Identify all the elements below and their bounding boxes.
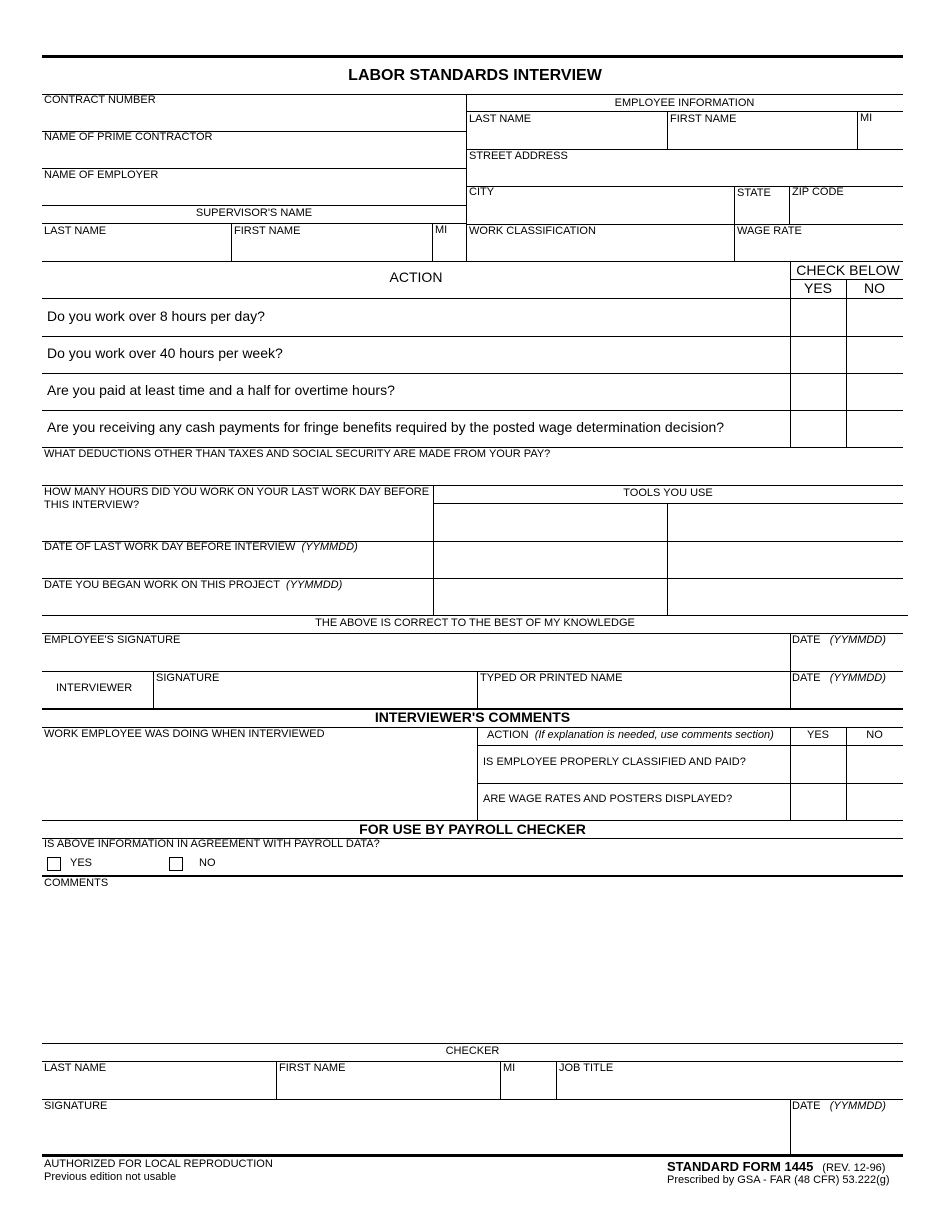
rule xyxy=(42,615,908,616)
bottom-rule xyxy=(42,1154,903,1157)
comments-yes-heading: YES xyxy=(806,729,829,741)
state-label: STATE xyxy=(737,187,771,199)
wage-rate-label: WAGE RATE xyxy=(737,225,802,237)
contract-number-field[interactable] xyxy=(44,108,462,130)
checker-job-title-label: JOB TITLE xyxy=(559,1062,614,1074)
work-doing-label: WORK EMPLOYEE WAS DOING WHEN INTERVIEWED xyxy=(44,728,325,740)
top-rule xyxy=(42,55,903,58)
rule xyxy=(433,503,903,504)
checker-signature-field[interactable] xyxy=(44,1118,787,1152)
employee-date-label xyxy=(792,634,886,647)
last-work-day-field[interactable] xyxy=(44,556,430,577)
rule xyxy=(477,783,903,784)
header-divider xyxy=(466,94,467,262)
tool-field-3[interactable] xyxy=(436,546,664,576)
posters-no-cell[interactable] xyxy=(867,795,881,809)
checker-date-label xyxy=(792,1100,886,1113)
rule xyxy=(42,1061,903,1062)
classified-no-cell[interactable] xyxy=(867,757,881,771)
last-work-day-label xyxy=(44,541,358,554)
employee-info-heading: EMPLOYEE INFORMATION xyxy=(614,97,755,109)
checker-first-name-field[interactable] xyxy=(279,1077,497,1098)
typed-name-field[interactable] xyxy=(480,686,787,707)
rule xyxy=(42,298,903,299)
check-below-heading: CHECK BELOW xyxy=(796,262,900,278)
last-work-day-format: (YYMMDD) xyxy=(301,541,358,553)
began-work-field[interactable] xyxy=(44,594,430,614)
payroll-comments-label: COMMENTS xyxy=(44,877,109,889)
employer-field[interactable] xyxy=(44,183,462,204)
form-revision: (REV. 12-96) xyxy=(822,1162,886,1174)
yes-heading: YES xyxy=(803,280,832,296)
street-address-label: STREET ADDRESS xyxy=(469,150,568,162)
zip-code-label: ZIP CODE xyxy=(792,186,844,198)
rule xyxy=(667,503,668,615)
classified-yes-cell[interactable] xyxy=(811,757,825,771)
rule xyxy=(500,1061,501,1099)
q3-no-cell[interactable] xyxy=(867,384,881,398)
rule xyxy=(433,485,434,615)
rule xyxy=(42,1043,903,1044)
deductions-label: WHAT DEDUCTIONS OTHER THAN TAXES AND SOCIAL SECURITY ARE MADE FROM YOUR PAY? xyxy=(44,448,551,460)
interviewer-label: INTERVIEWER xyxy=(56,682,133,694)
question-40-hours: Do you work over 40 hours per week? xyxy=(47,345,283,361)
payroll-no-checkbox[interactable] xyxy=(169,857,183,871)
rule xyxy=(477,745,903,746)
prime-contractor-label: NAME OF PRIME CONTRACTOR xyxy=(44,131,213,143)
comments-action-note: (If explanation is needed, use comments section) xyxy=(534,729,774,741)
employee-signature-label: EMPLOYEE'S SIGNATURE xyxy=(44,634,181,646)
hours-question-line1: HOW MANY HOURS DID YOU WORK ON YOUR LAST WORK DAY BEFORE xyxy=(44,486,430,498)
rule xyxy=(857,111,858,149)
q4-no-cell[interactable] xyxy=(867,421,881,435)
began-work-label xyxy=(44,579,342,592)
q1-no-cell[interactable] xyxy=(867,310,881,324)
rule xyxy=(42,223,466,224)
employee-mi-field[interactable] xyxy=(860,127,902,148)
checker-last-name-label: LAST NAME xyxy=(44,1062,107,1074)
rule xyxy=(432,223,433,262)
deductions-field[interactable] xyxy=(44,463,901,484)
authorized-reproduction: AUTHORIZED FOR LOCAL REPRODUCTION xyxy=(44,1158,273,1170)
employee-last-name-label: LAST NAME xyxy=(469,113,532,125)
comments-action-text: ACTION xyxy=(487,729,529,741)
rule xyxy=(667,111,668,149)
rule xyxy=(42,94,903,95)
checker-date-field[interactable] xyxy=(792,1118,902,1152)
began-work-format: (YYMMDD) xyxy=(286,579,343,591)
supervisor-first-name-label: FIRST NAME xyxy=(234,225,301,237)
supervisor-last-name-label: LAST NAME xyxy=(44,225,107,237)
checker-mi-label: MI xyxy=(503,1062,516,1074)
q2-no-cell[interactable] xyxy=(867,347,881,361)
interviewer-date-text: DATE xyxy=(792,672,821,684)
employee-last-name-field[interactable] xyxy=(469,127,664,148)
rule xyxy=(42,875,903,877)
q3-yes-cell[interactable] xyxy=(811,384,825,398)
employee-date-field[interactable] xyxy=(792,648,902,670)
rule xyxy=(153,671,154,708)
comments-action-label xyxy=(487,729,774,742)
certification-text: THE ABOVE IS CORRECT TO THE BEST OF MY KNOWLEDGE xyxy=(315,617,635,629)
interviewer-date-field[interactable] xyxy=(792,686,902,707)
rule xyxy=(789,186,790,224)
rule xyxy=(42,205,466,206)
payroll-no-label: NO xyxy=(199,857,216,869)
checker-mi-field[interactable] xyxy=(503,1077,553,1098)
rule xyxy=(790,1099,791,1155)
employer-label: NAME OF EMPLOYER xyxy=(44,169,159,181)
previous-edition: Previous edition not usable xyxy=(44,1171,177,1183)
hours-worked-field[interactable] xyxy=(44,516,430,538)
form-title: LABOR STANDARDS INTERVIEW xyxy=(348,67,602,84)
posters-question: ARE WAGE RATES AND POSTERS DISPLAYED? xyxy=(483,793,733,805)
interviewer-date-label xyxy=(792,672,886,685)
began-work-text: DATE YOU BEGAN WORK ON THIS PROJECT xyxy=(44,579,280,591)
employee-signature-field[interactable] xyxy=(44,648,787,670)
posters-yes-cell[interactable] xyxy=(811,795,825,809)
payroll-yes-checkbox[interactable] xyxy=(47,857,61,871)
typed-name-label: TYPED OR PRINTED NAME xyxy=(480,672,623,684)
no-heading: NO xyxy=(864,280,885,296)
employee-first-name-label: FIRST NAME xyxy=(670,113,737,125)
last-work-day-text: DATE OF LAST WORK DAY BEFORE INTERVIEW xyxy=(44,541,296,553)
employee-mi-label: MI xyxy=(860,112,873,124)
city-field[interactable] xyxy=(469,202,731,223)
wage-rate-field[interactable] xyxy=(737,239,902,260)
rule xyxy=(42,261,903,262)
contract-number-label: CONTRACT NUMBER xyxy=(44,94,156,106)
payroll-checker-heading: FOR USE BY PAYROLL CHECKER xyxy=(359,821,586,837)
checker-date-format: (YYMMDD) xyxy=(829,1100,886,1112)
rule xyxy=(556,1061,557,1099)
tool-field-1[interactable] xyxy=(436,508,664,538)
employee-date-text: DATE xyxy=(792,634,821,646)
tool-field-4[interactable] xyxy=(670,546,902,576)
action-heading: ACTION xyxy=(389,269,443,285)
checker-date-text: DATE xyxy=(792,1100,821,1112)
city-label: CITY xyxy=(469,186,495,198)
rule xyxy=(42,410,903,411)
hours-question-line2: THIS INTERVIEW? xyxy=(44,499,140,511)
rule xyxy=(42,336,903,337)
form-number: STANDARD FORM 1445 xyxy=(667,1159,814,1174)
street-address-field[interactable] xyxy=(469,164,901,185)
checker-heading: CHECKER xyxy=(445,1045,500,1057)
work-doing-field[interactable] xyxy=(44,743,478,821)
checker-last-name-field[interactable] xyxy=(44,1077,273,1098)
tool-field-5[interactable] xyxy=(436,583,664,613)
interviewer-signature-label: SIGNATURE xyxy=(156,672,220,684)
interviewers-comments-heading: INTERVIEWER'S COMMENTS xyxy=(374,709,571,725)
rule xyxy=(231,223,232,262)
prime-contractor-field[interactable] xyxy=(44,145,462,167)
prescribed-by: Prescribed by GSA - FAR (48 CFR) 53.222(g) xyxy=(667,1174,890,1186)
question-fringe-benefits: Are you receiving any cash payments for fringe benefits required by the posted wage determination decision? xyxy=(47,419,725,435)
rule xyxy=(477,727,478,820)
rule xyxy=(477,671,478,708)
supervisor-mi-label: MI xyxy=(435,224,448,236)
supervisor-first-name-field[interactable] xyxy=(234,239,430,260)
question-overtime: Are you paid at least time and a half for overtime hours? xyxy=(47,382,395,398)
supervisor-mi-field[interactable] xyxy=(435,239,464,260)
checker-signature-label: SIGNATURE xyxy=(44,1100,108,1112)
question-8-hours: Do you work over 8 hours per day? xyxy=(47,308,265,324)
employee-first-name-field[interactable] xyxy=(670,127,854,148)
comments-no-heading: NO xyxy=(866,729,883,741)
rule xyxy=(466,111,903,112)
payroll-yes-label: YES xyxy=(70,857,93,869)
employee-date-format: (YYMMDD) xyxy=(829,634,886,646)
interviewer-date-format: (YYMMDD) xyxy=(829,672,886,684)
supervisor-name-heading: SUPERVISOR'S NAME xyxy=(195,207,313,219)
work-classification-field[interactable] xyxy=(469,239,731,260)
checker-first-name-label: FIRST NAME xyxy=(279,1062,346,1074)
tool-field-6[interactable] xyxy=(670,583,902,613)
rule xyxy=(276,1061,277,1099)
tool-field-2[interactable] xyxy=(670,508,902,538)
tools-heading: TOOLS YOU USE xyxy=(623,487,713,499)
supervisor-last-name-field[interactable] xyxy=(44,239,229,260)
rule xyxy=(846,279,847,447)
rule xyxy=(42,373,903,374)
payroll-comments-field[interactable] xyxy=(44,893,905,1042)
interviewer-signature-field[interactable] xyxy=(156,686,474,707)
payroll-agreement-question: IS ABOVE INFORMATION IN AGREEMENT WITH PAYROLL DATA? xyxy=(44,838,380,850)
rule xyxy=(42,1099,903,1100)
checker-job-title-field[interactable] xyxy=(559,1077,902,1098)
classified-question: IS EMPLOYEE PROPERLY CLASSIFIED AND PAID? xyxy=(483,756,746,768)
zip-code-field[interactable] xyxy=(792,202,902,223)
q4-yes-cell[interactable] xyxy=(811,421,825,435)
work-classification-label: WORK CLASSIFICATION xyxy=(469,225,596,237)
q1-yes-cell[interactable] xyxy=(811,310,825,324)
q2-yes-cell[interactable] xyxy=(811,347,825,361)
state-field[interactable] xyxy=(737,202,787,223)
